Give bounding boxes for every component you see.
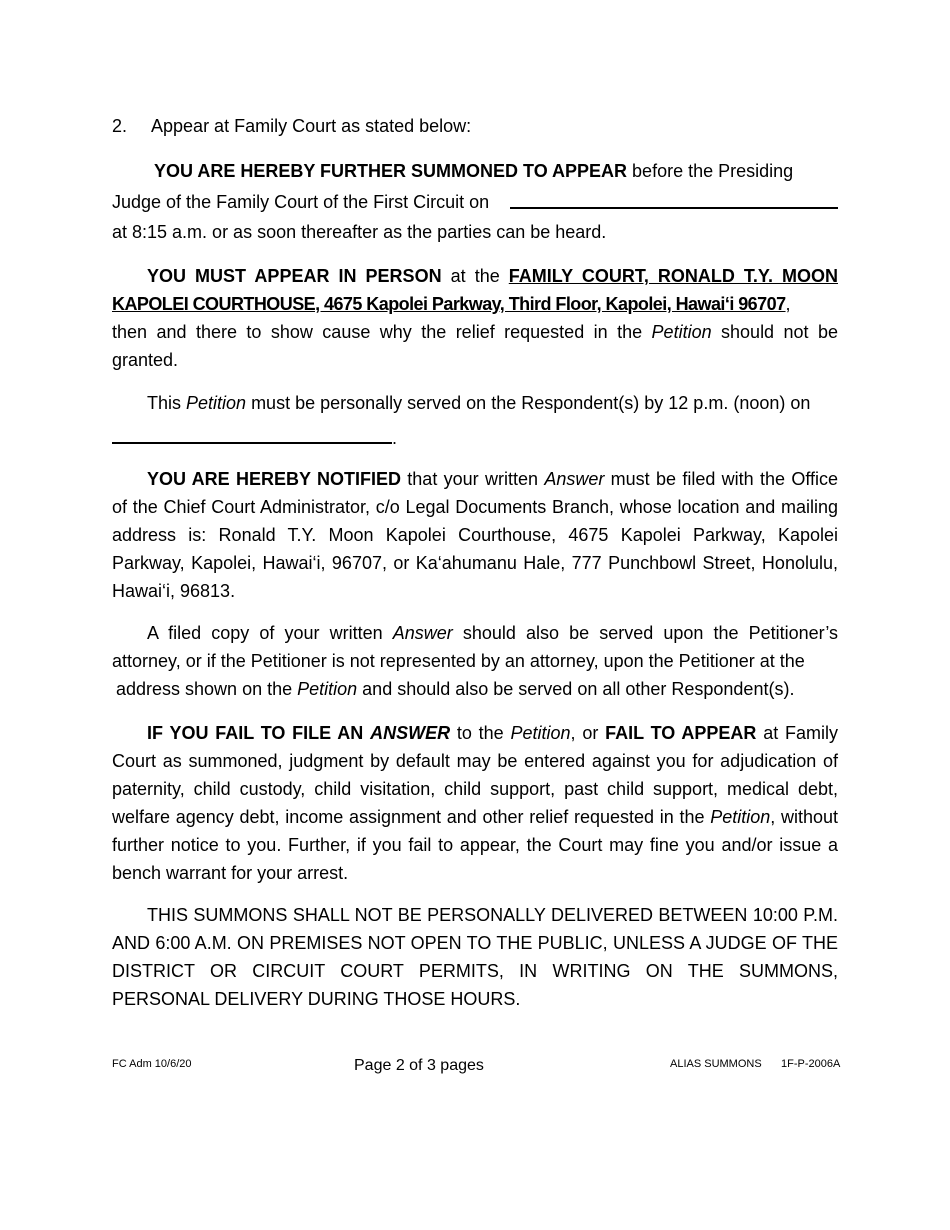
item-number: 2. — [112, 116, 128, 136]
service-period: . — [392, 428, 398, 448]
summon-bold: YOU ARE HEREBY FURTHER SUMMONED TO APPEAR — [154, 161, 628, 181]
notified-bold: YOU ARE HEREBY NOTIFIED — [147, 469, 401, 489]
appear-bold: YOU MUST APPEAR IN PERSON — [147, 266, 442, 286]
petition-ref: Petition — [186, 393, 247, 413]
footer-form-title: ALIAS SUMMONS — [670, 1058, 762, 1070]
summon-paragraph-line3: at 8:15 a.m. or as soon thereafter as the parties can be heard. — [112, 222, 607, 242]
summon-paragraph-line2: Judge of the Family Court of the First Circuit on — [112, 192, 490, 212]
fail-bold-answer: ANSWER — [370, 723, 451, 743]
copy-paragraph-last-line: address shown on the Petition and should also be served on all other Respondent(s). — [116, 679, 795, 699]
appear-paragraph-line3: then and there to show cause why the relief requested in the Petition should not be granted. — [112, 322, 838, 370]
fail-bold-2: FAIL TO APPEAR — [605, 723, 757, 743]
petition-ref: Petition — [297, 679, 358, 699]
notified-paragraph: YOU ARE HEREBY NOTIFIED that your written Answer must be filed with the Office of the Chief Court Administrator, c/o Legal Documents Branch, whose location and mailing address is: Ronald T.Y. Moon Kapolei Courthouse, 4675 Kapolei Parkway, Kapolei Parkway, Kapolei, Hawai‘i, 96707, or Ka‘ahumanu Hale, 777 Punchbowl Street, Honolulu, Hawai‘i, 96813. — [112, 469, 839, 601]
item-text: Appear at Family Court as stated below: — [151, 116, 472, 136]
answer-ref: Answer — [392, 623, 453, 643]
footer-page-number: Page 2 of 3 pages — [354, 1057, 484, 1074]
footer-form-number: 1F-P-2006A — [781, 1058, 841, 1070]
item-2 — [112, 112, 838, 140]
petition-ref: Petition — [651, 322, 712, 342]
delivery-paragraph: THIS SUMMONS SHALL NOT BE PERSONALLY DELIVERED BETWEEN 10:00 P.M. AND 6:00 A.M. ON PREMISES NOT OPEN TO THE PUBLIC, UNLESS A JUDGE OF THE DISTRICT OR CIRCUIT COURT PERMITS, IN WRITING ON THE SUMMONS, PERSONAL DELIVERY DURING THOSE HOURS. — [112, 905, 838, 1009]
fail-paragraph: IF YOU FAIL TO FILE AN ANSWER to the Petition, or FAIL TO APPEAR at Family Court as summoned, judgment by default may be entered against you for adjudication of paternity, child custody, child visitation, child support, past child support, medical debt, welfare agency debt, income assignment and other relief requested in the Petition, without further notice to you. Further, if you fail to appear, the Court may fine you and/or issue a bench warrant for your arrest. — [112, 723, 838, 883]
appear-paragraph-line2: KAPOLEI COURTHOUSE, 4675 Kapolei Parkway, Third Floor, Kapolei, Hawai‘i 96707, — [112, 294, 790, 314]
footer-form-date: FC Adm 10/6/20 — [112, 1058, 192, 1070]
summon-paragraph-line1: YOU ARE HEREBY FURTHER SUMMONED TO APPEAR before the Presiding — [154, 161, 794, 181]
petition-ref: Petition — [510, 723, 571, 743]
courthouse-location-1: FAMILY COURT, RONALD T.Y. MOON — [508, 266, 838, 286]
petition-ref: Petition — [710, 807, 771, 827]
fail-bold-1: IF YOU FAIL TO FILE AN — [147, 723, 371, 743]
copy-paragraph: A filed copy of your written Answer should also be served upon the Petitioner’s attorney, or if the Petitioner is not represented by an attorney, upon the Petitioner at the — [112, 623, 838, 671]
appear-paragraph-line1: YOU MUST APPEAR IN PERSON at the FAMILY COURT, RONALD T.Y. MOON — [147, 266, 838, 286]
answer-ref: Answer — [544, 469, 605, 489]
service-date-blank — [112, 442, 392, 444]
service-paragraph: This Petition must be personally served on the Respondent(s) by 12 p.m. (noon) on — [147, 393, 811, 413]
courthouse-location-2: KAPOLEI COURTHOUSE, 4675 Kapolei Parkway, Third Floor, Kapolei, Hawai‘i 96707 — [112, 294, 786, 314]
hearing-date-blank — [510, 207, 838, 209]
